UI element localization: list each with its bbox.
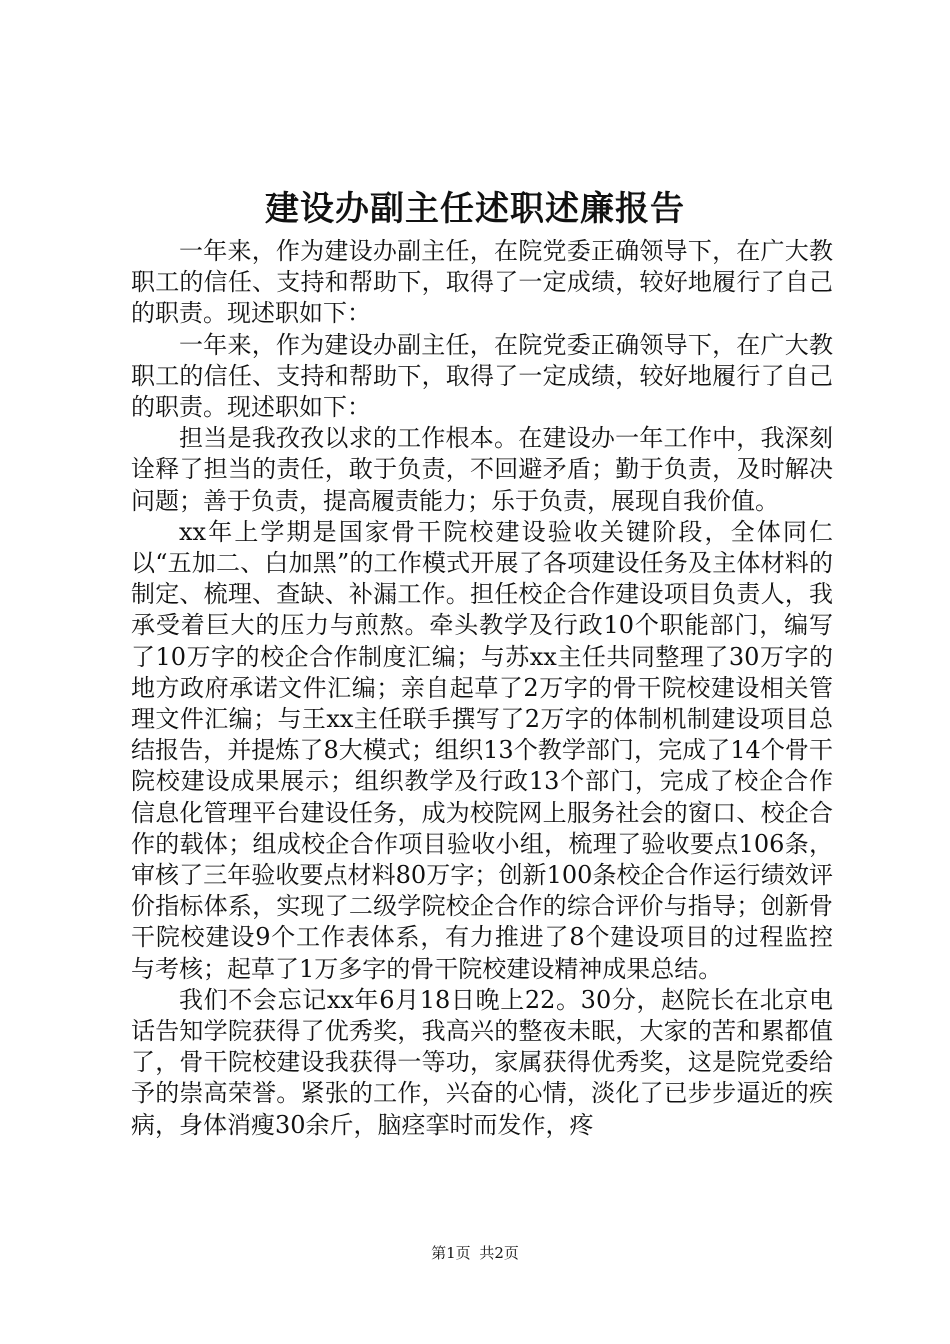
document-body [131,236,833,1141]
paragraph-1: 一年来，作为建设办副主任，在院党委正确领导下，在广大教职工的信任、支持和帮助下，取得了一定成绩，较好地履行了自己的职责。现述职如下： [131,237,833,328]
paragraph-5: 我们不会忘记xx年6月18日晚上22。30分，赵院长在北京电话告知学院获得了优秀奖，我高兴的整夜未眠，大家的苦和累都值了，骨干院校建设我获得一等功，家属获得优秀奖，这是院党委给予的崇高荣誉。紧张的工作，兴奋的心情，淡化了已步步逼近的疾病，身体消瘦30余斤，脑痉挛时而发作，疼 [131,985,833,1139]
paragraph-2: 一年来，作为建设办副主任，在院党委正确领导下，在广大教职工的信任、支持和帮助下，取得了一定成绩，较好地履行了自己的职责。现述职如下： [131,330,833,422]
paragraph-4: xx年上学期是国家骨干院校建设验收关键阶段，全体同仁以“五加二、白加黑”的工作模式开展了各项建设任务及主体材料的制定、梳理、查缺、补漏工作。担任校企合作建设项目负责人，我承受着巨大的压力与煎熬。牵头教学及行政10个职能部门，编写了10万字的校企合作制度汇编；与苏xx主任共同整理了30万字的地方政府承诺文件汇编；亲自起草了2万字的骨干院校建设相关管理文件汇编；与王xx主任联手撰写了2万字的体制机制建设项目总结报告，并提炼了8大模式；组织13个教学部门，完成了14个骨干院校建设成果展示；组织教学及行政13个部门，完成了校企合作信息化管理平台建设任务，成为校院网上服务社会的窗口、校企合作的载体；组成校企合作项目验收小组，梳理了验收要点106条，审核了三年验收要点材料80万字；创新100条校企合作运行绩效评价指标体系，实现了二级学院校企合作的综合评价与指导；创新骨干院校建设9个工作表体系，有力推进了8个建设项目的过程监控与考核；起草了1万多字的骨干院校建设精神成果总结。 [131,517,833,983]
page-footer [0,1243,950,1263]
page-number: 第1页 [431,1244,471,1262]
page-total: 共2页 [479,1244,519,1262]
paragraph-3: 担当是我孜孜以求的工作根本。在建设办一年工作中，我深刻诠释了担当的责任，敢于负责，不回避矛盾；勤于负责，及时解决问题；善于负责，提高履责能力；乐于负责，展现自我价值。 [131,424,833,515]
document-title: 建设办副主任述职述廉报告 [265,189,685,229]
